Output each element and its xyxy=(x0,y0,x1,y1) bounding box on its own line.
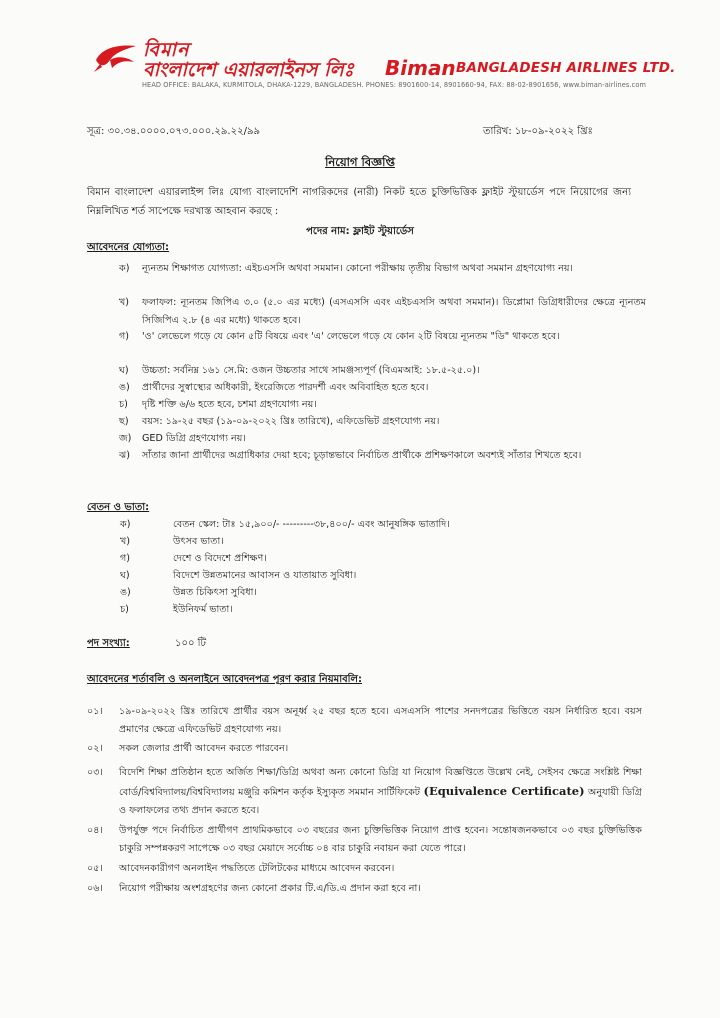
eligibility-heading: আবেদনের যোগ্যতা: xyxy=(87,242,170,253)
brand-english-name: BANGLADESH AIRLINES LTD. xyxy=(456,60,676,76)
post-count-value: ১০০ টি xyxy=(175,638,206,649)
brand-bengali-line1: বিমান xyxy=(143,39,190,61)
salary-heading: বেতন ও ভাতা: xyxy=(87,502,150,513)
document-date: তারিখ: ১৮-০৯-২০২২ খ্রিঃ xyxy=(483,126,593,137)
post-count-label: পদ সংখ্যা: xyxy=(87,638,130,649)
intro-paragraph: বিমান বাংলাদেশ এয়ারলাইন্স লিঃ যোগ্য বাংলাদেশি নাগরিকদের (নারী) নিকট হতে চুক্তিভিত্তিক ফ্লাইট স্টুয়ার্ডেস পদে নিয়োগের জন্য নিম্নলিখিত শর্ত সাপেক্ষে দরখাস্ত আহবান করছে : xyxy=(87,187,631,217)
post-name: পদের নাম: ফ্লাইট স্টুয়ার্ডেস xyxy=(306,226,414,237)
document-page: বিমান বাংলাদেশ এয়ারলাইনস লিঃ Biman BANGLADESH AIRLINES LTD. HEAD OFFICE: BALAKA, KURMITOLA, DHAKA-1229, BANGLADESH. PHONES: 8901600-14, 8901660-94, FAX: 88-02-8901656, www.biman-airlines.com সূত্র: ৩০.৩৪.০০০০.০৭৩.০০০.২৯.২২/৯৯ তারিখ: ১৮-০৯-২০২২ খ্রিঃ নিয়োগ বিজ্ঞপ্তি বিমান বাংলাদেশ এয়ারলাইন্স লিঃ যোগ্য বাংলাদেশি নাগরিকদের (নারী) নিকট হতে চুক্তিভিত্তিক ফ্লাইট স্টুয়ার্ডেস পদে নিয়োগের জন্য নিম্নলিখিত শর্ত সাপেক্ষে দরখাস্ত আহবান করছে : পদের নাম: ফ্লাইট স্টুয়ার্ডেস আবেদনের যোগ্যতা: ক) ন্যূনতম শিক্ষাগত যোগ্যতা: এইচএসসি অথবা সমমান। কোনো পরীক্ষায় তৃতীয় বিভাগ অথবা সমমান গ্রহণযোগ্য নয়। খ) ফলাফল: ন্যূনতম জিপিএ ৩.০ (৫.০ এর মধ্যে) (এসএসসি এবং এইচএসসি অথবা সমমান)। ডিপ্লোমা ডিগ্রিধারীদের ক্ষেত্রে ন্যূনতম সিজিপিএ ২.৮ (৪ এর মধ্যে) থাকতে হবে। গ) 'ও' লেভেলে গড়ে যে কোন ৫টি বিষয়ে এবং 'এ' লেভেলে গড়ে যে কোন ২টি বিষয়ে ন্যূনতম "ডি" থাকতে হবে। ঘ) উচ্চতা: সর্বনিম্ন ১৬১ সে.মি: ওজন উচ্চতার সাথে সামঞ্জস্যপূর্ণ (বিএমআই: ১৮.৫-২৫.০)। ঙ) প্রার্থীদের সুস্বাস্থ্যের অধিকারী, ইংরেজিতে পারদর্শী এবং অবিবাহিত হতে হবে। চ) দৃষ্টি শক্তি ৬/৬ হতে হবে, চশমা গ্রহণযোগ্য নয়। ছ) বয়স: ১৯-২৫ বছর (১৯-০৯-২০২২ খ্রিঃ তারিখে), এফিডেভিট গ্রহণযোগ্য নয়। জ) GED ডিগ্রি গ্রহণযোগ্য নয়। ঝ) সাঁতার জানা প্রার্থীদের অগ্রাধিকার দেয়া হবে; চূড়ান্তভাবে নির্বাচিত প্রার্থীকে প্রশিক্ষণকালে অবশ্যই সাঁতার শিখতে হবে। বেতন ও ভাতা: ক) বেতন স্কেল: টাঃ ১৫,৯০০/- ---------৩৮,৪০০/- এবং আনুষঙ্গিক ভাতাদি। খ) উৎসব ভাতা। গ) দেশে ও বিদেশে প্রশিক্ষণ। ঘ) বিদেশে উন্নতমানের আবাসন ও যাতায়াত সুবিধা। ঙ) উন্নত চিকিৎসা সুবিধা। চ) ইউনিফর্ম ভাতা। পদ সংখ্যা: ১০০ টি আবেদনের শর্তাবলি ও অনলাইনে আবেদনপত্র পূরণ করার নিয়মাবলি: ০১। ১৯-০৯-২০২২ খ্রিঃ তারিখে প্রার্থীর বয়স অনূর্ধ্ব ২৫ বছর হতে হবে। এসএসসি পাশের সনদপত্রের ভিত্তিতে বয়স নির্ধারিত হবে। বয়স প্রমাণের ক্ষেত্রে এফিডেভিট গ্রহণযোগ্য নয়। ০২। সকল জেলার প্রার্থী আবেদন করতে পারবেন। ০৩। বিদেশি শিক্ষা প্রতিষ্ঠান হতে অর্জিত শিক্ষা/ডিগ্রি অথবা অন্য কোনো ডিগ্রি যা নিয়োগ বিজ্ঞপ্তিতে উল্লেখ নেই, সেইসব ক্ষেত্রে সংশ্লিষ্ট শিক্ষা বোর্ড/বিশ্ববিদ্যালয়/বিশ্ববিদ্যালয় মঞ্জুরি কমিশন কর্তৃক ইস্যুকৃত সমমান সার্টিফিকেট (Equivalence Certificate) অনুযায়ী ডিগ্রি ও ফলাফলের তথ্য প্রদান করতে হবে। ০৪। উপর্যুক্ত পদে নির্বাচিত প্রার্থীগণ প্রাথমিকভাবে ০৩ বছরের জন্য চুক্তিভিত্তিক নিয়োগ প্রাপ্ত হবেন। সন্তোষজনকভাবে ০৩ বছর চুক্তিভিত্তিক চাকুরি সম্পন্নকরণ সাপেক্ষে ০৩ বছর মেয়াদে সর্বোচ্চ ০৪ বার চাকুরি নবায়ন করা যেতে পারে। ০৫। আবেদনকারীগণ অনলাইন পদ্ধতিতে টেলিটকের মাধ্যমে আবেদন করবেন। ০৬। নিয়োগ পরীক্ষায় অংশগ্রহণের জন্য কোনো প্রকার টি.এ/ডি.এ প্রদান করা হবে না। xyxy=(0,0,720,1018)
biman-stork-logo-icon xyxy=(92,40,140,76)
rules-heading: আবেদনের শর্তাবলি ও অনলাইনে আবেদনপত্র পূরণ করার নিয়মাবলি: xyxy=(87,674,362,685)
brand-biman-wordmark: Biman xyxy=(385,56,456,80)
equivalence-certificate-text: (Equivalence Certificate) xyxy=(423,784,585,798)
brand-bengali-line2: বাংলাদেশ এয়ারলাইনস লিঃ xyxy=(143,59,354,81)
page-title: নিয়োগ বিজ্ঞপ্তি xyxy=(325,155,395,169)
head-office-address: HEAD OFFICE: BALAKA, KURMITOLA, DHAKA-1229, BANGLADESH. PHONES: 8901600-14, 8901660-94, FAX: 88-02-8901656, www.biman-airlines.com xyxy=(142,81,646,89)
reference-number: সূত্র: ৩০.৩৪.০০০০.০৭৩.০০০.২৯.২২/৯৯ xyxy=(87,126,260,137)
